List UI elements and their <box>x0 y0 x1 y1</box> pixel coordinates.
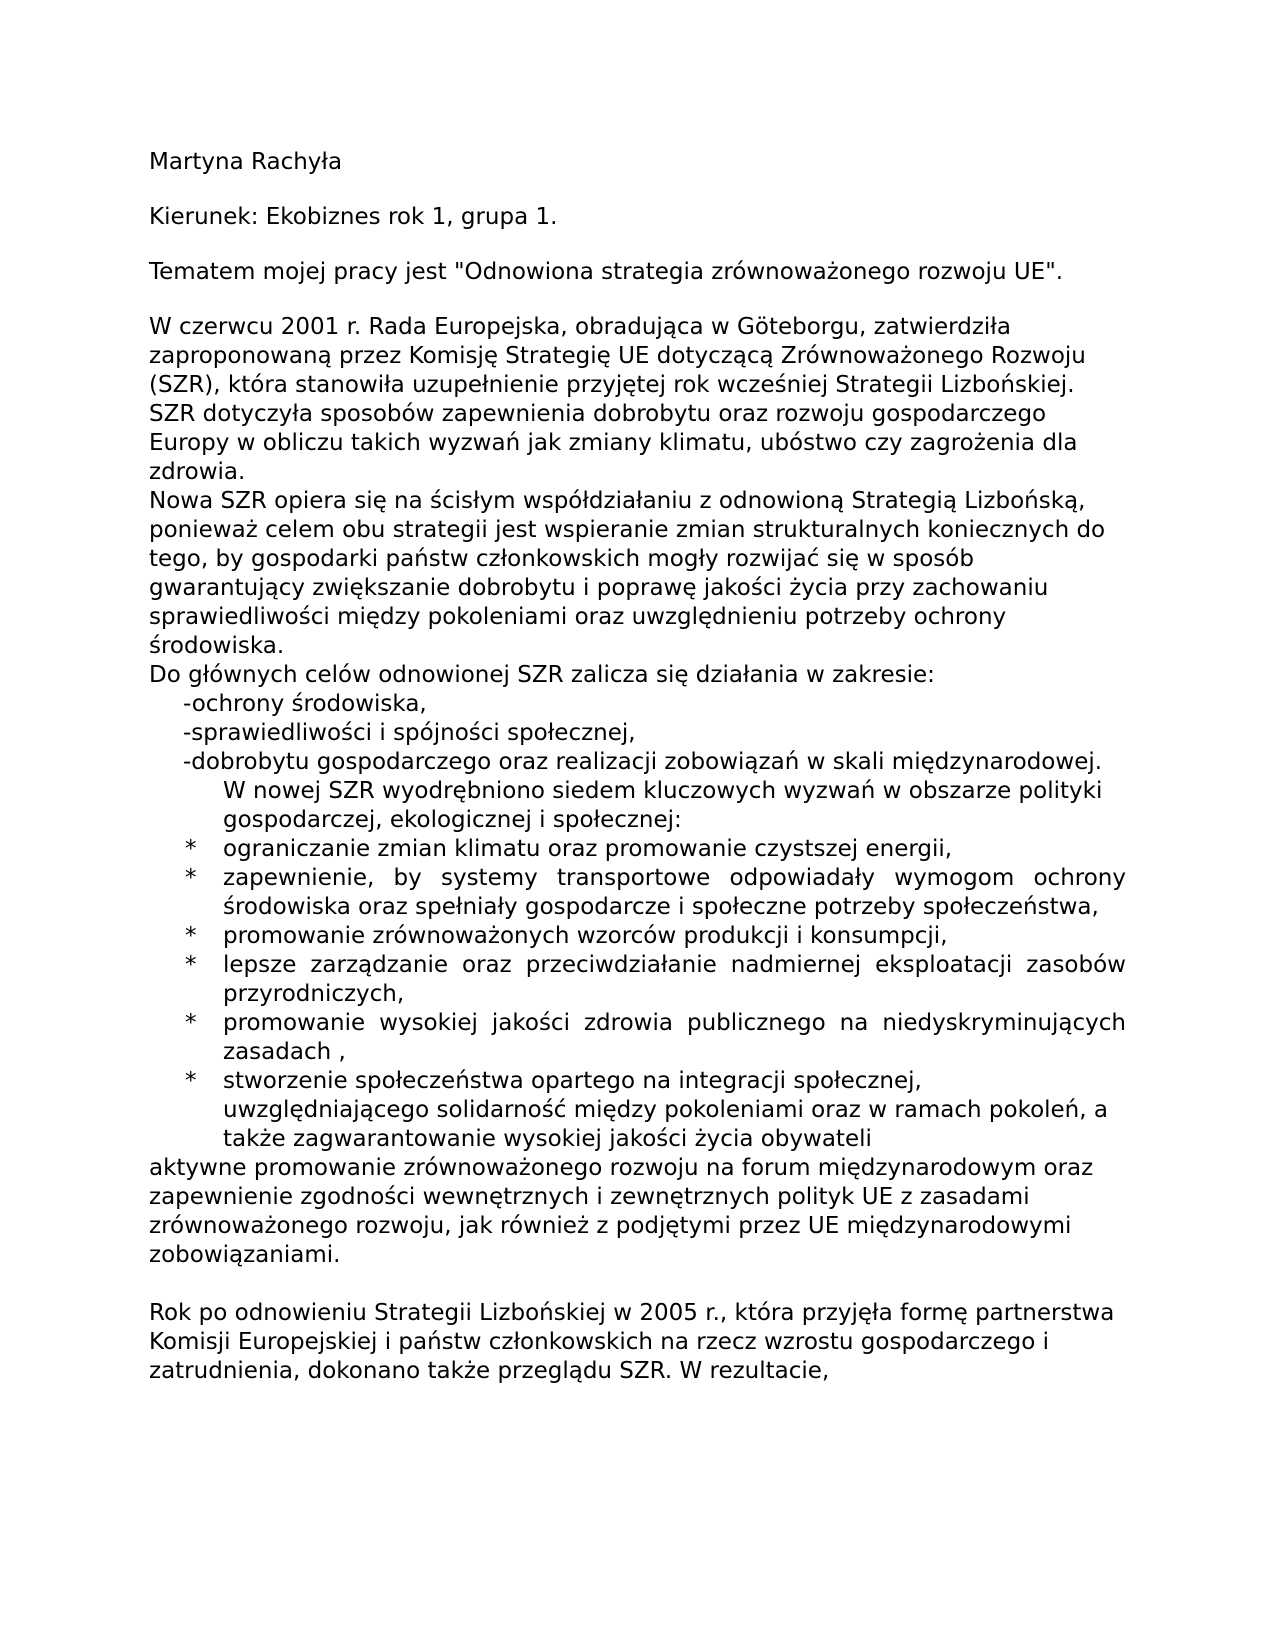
challenge-text: promowanie zrównoważonych wzorców produkcji i konsumpcji, <box>223 923 948 949</box>
list-item <box>149 1067 1126 1154</box>
list-item <box>149 951 1126 1009</box>
challenge-text: ograniczanie zmian klimatu oraz promowanie czystszej energii, <box>223 836 953 862</box>
course-info: Kierunek: Ekobiznes rok 1, grupa 1. <box>149 204 558 230</box>
list-item <box>149 835 1126 864</box>
bullet-star-icon: * <box>185 1068 197 1094</box>
author-name: Martyna Rachyła <box>149 149 343 175</box>
challenge-text: zapewnienie, by systemy transportowe odpowiadały wymogom ochrony środowiska oraz spełniały gospodarcze i społeczne potrzeby społeczeństwa, <box>223 865 1126 920</box>
bullet-star-icon: * <box>185 952 197 978</box>
challenges-intro: W nowej SZR wyodrębniono siedem kluczowych wyzwań w obszarze polityki gospodarczej, ekologicznej i społecznej: <box>223 778 1103 833</box>
document-body <box>149 148 1126 1386</box>
challenge-text: stworzenie społeczeństwa opartego na integracji społecznej, uwzględniającego solidarność między pokoleniami oraz w ramach pokoleń, a także zagwarantowanie wysokiej jakości życia obywateli <box>223 1068 1108 1152</box>
paragraph-gothenburg: W czerwcu 2001 r. Rada Europejska, obradująca w Göteborgu, zatwierdziła zaproponowaną przez Komisję Strategię UE dotyczącą Zrównoważonego Rozwoju (SZR), która stanowiła uzupełnienie przyjętej rok wcześniej Strategii Lizbońskiej. SZR dotyczyła sposobów zapewnienia dobrobytu oraz rozwoju gospodarczego Europy w obliczu takich wyzwań jak zmiany klimatu, ubóstwo czy zagrożenia dla zdrowia. <box>149 314 1086 485</box>
bullet-star-icon: * <box>185 865 197 891</box>
topic-statement: Tematem mojej pracy jest "Odnowiona strategia zrównoważonego rozwoju UE". <box>149 259 1064 285</box>
list-item <box>149 1009 1126 1067</box>
goal-item: -dobrobytu gospodarczego oraz realizacji zobowiązań w skali międzynarodowej. <box>183 749 1103 775</box>
paragraph-review: Rok po odnowieniu Strategii Lizbońskiej w 2005 r., która przyjęła formę partnerstwa Komisji Europejskiej i państw członkowskich na rzecz wzrostu gospodarczego i zatrudnienia, dokonano także przeglądu SZR. W rezultacie, <box>149 1300 1115 1384</box>
bullet-star-icon: * <box>185 923 197 949</box>
goal-item: -ochrony środowiska, <box>183 691 427 717</box>
challenges-list <box>149 835 1126 1154</box>
list-item <box>149 922 1126 951</box>
bullet-star-icon: * <box>185 1010 197 1036</box>
paragraph-international: aktywne promowanie zrównoważonego rozwoju na forum międzynarodowym oraz zapewnienie zgodności wewnętrznych i zewnętrznych polityk UE z zasadami zrównoważonego rozwoju, jak również z podjętymi przez UE międzynarodowymi zobowiązaniami. <box>149 1155 1094 1268</box>
goal-item: -sprawiedliwości i spójności społecznej, <box>183 720 636 746</box>
paragraph-main-goals: Do głównych celów odnowionej SZR zalicza się działania w zakresie: <box>149 662 935 688</box>
challenge-text: promowanie wysokiej jakości zdrowia publicznego na niedyskryminujących zasadach , <box>223 1010 1126 1065</box>
paragraph-new-szr: Nowa SZR opiera się na ścisłym współdziałaniu z odnowioną Strategią Lizbońską, ponieważ celem obu strategii jest wspieranie zmian strukturalnych koniecznych do tego, by gospodarki państw członkowskich mogły rozwijać się w sposób gwarantujący zwiększanie dobrobytu i poprawę jakości życia przy zachowaniu sprawiedliwości między pokoleniami oraz uwzględnieniu potrzeby ochrony środowiska. <box>149 488 1106 659</box>
goals-list <box>149 690 1126 777</box>
challenge-text: lepsze zarządzanie oraz przeciwdziałanie nadmiernej eksploatacji zasobów przyrodniczych, <box>223 952 1126 1007</box>
bullet-star-icon: * <box>185 836 197 862</box>
list-item <box>149 864 1126 922</box>
